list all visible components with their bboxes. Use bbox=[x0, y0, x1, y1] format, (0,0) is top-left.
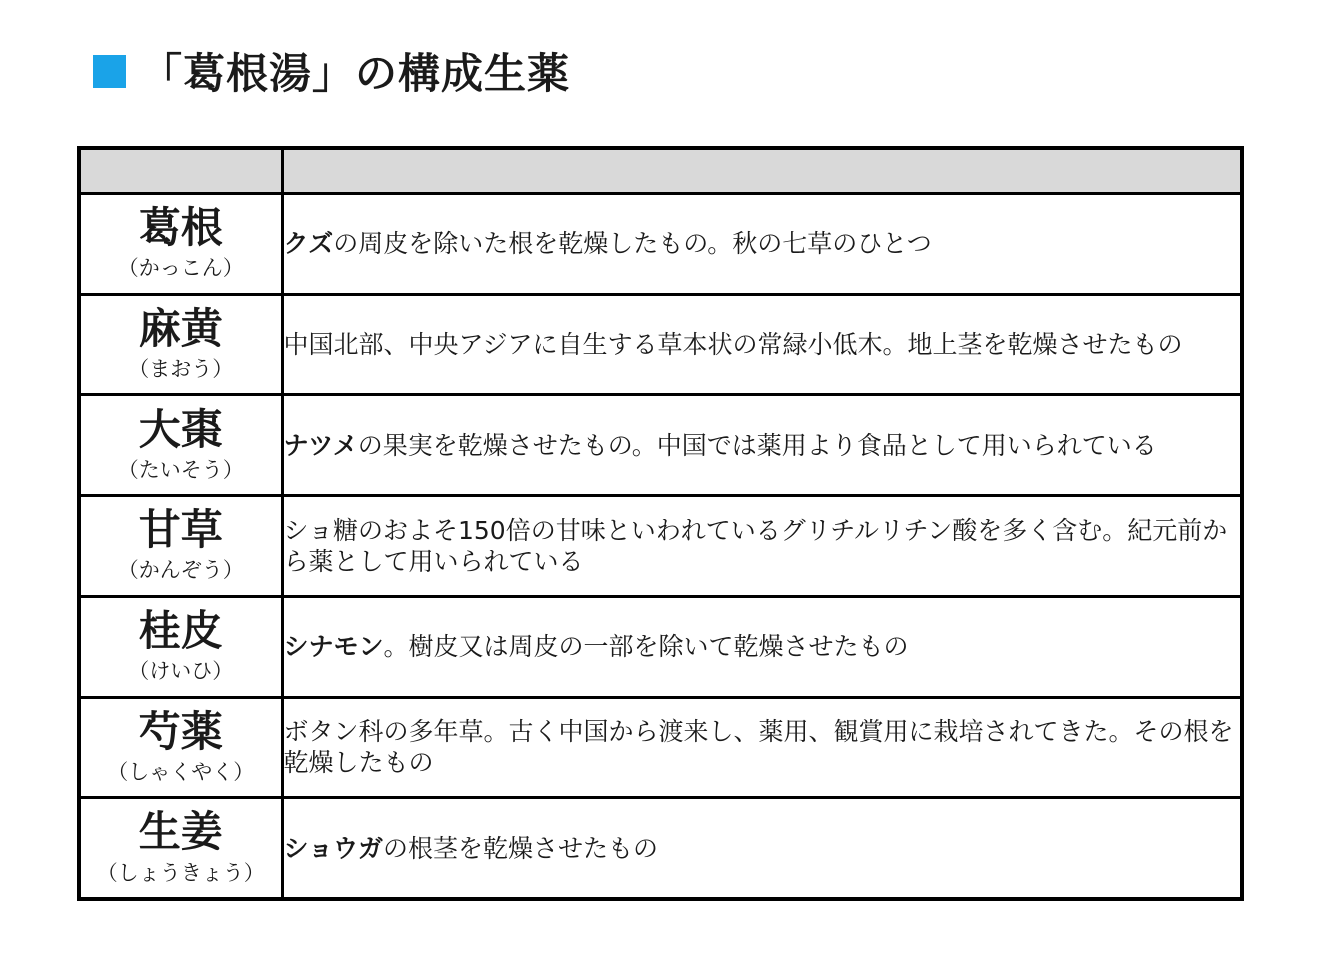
herb-name-cell bbox=[79, 697, 282, 798]
herb-name-cell bbox=[79, 194, 282, 295]
herb-reading: （たいそう） bbox=[117, 457, 244, 482]
herb-name: 桂皮 bbox=[138, 605, 223, 655]
title-square-icon bbox=[93, 55, 126, 88]
page-title: 「葛根湯」の構成生薬 bbox=[140, 49, 571, 98]
herb-description-lead: ナツメ bbox=[283, 430, 358, 460]
herb-description-text: の果実を乾燥させたもの。中国では薬用より食品として用いられている bbox=[357, 430, 1157, 460]
herb-reading: （かんぞう） bbox=[117, 558, 244, 583]
herb-description bbox=[282, 697, 1242, 798]
herb-description-text: 。樹皮又は周皮の一部を除いて乾燥させたもの bbox=[383, 632, 909, 662]
herb-reading: （しゃくやく） bbox=[107, 759, 255, 784]
herb-description bbox=[282, 496, 1242, 597]
herb-description-lead: シナモン bbox=[283, 632, 384, 662]
page-title-bar bbox=[93, 44, 570, 98]
herb-description bbox=[282, 596, 1242, 697]
herb-name: 芍薬 bbox=[138, 706, 223, 756]
herb-name: 葛根 bbox=[138, 203, 223, 253]
herb-description-lead: ショウガ bbox=[283, 833, 384, 863]
table-header-name bbox=[79, 148, 282, 194]
herb-description-lead: クズ bbox=[283, 229, 334, 259]
herb-description-text: の根茎を乾燥させたもの bbox=[383, 833, 659, 863]
table-header-row bbox=[79, 148, 1242, 194]
herb-name: 生姜 bbox=[138, 807, 223, 857]
herb-table bbox=[77, 146, 1244, 901]
table-row bbox=[79, 697, 1242, 798]
herb-description bbox=[282, 194, 1242, 295]
herb-name-cell bbox=[79, 496, 282, 597]
herb-name-cell bbox=[79, 395, 282, 496]
herb-reading: （かっこん） bbox=[117, 256, 244, 281]
herb-name-cell bbox=[79, 798, 282, 899]
table-row bbox=[79, 294, 1242, 395]
herb-name-cell bbox=[79, 294, 282, 395]
herb-name: 甘草 bbox=[138, 505, 223, 555]
herb-reading: （まおう） bbox=[128, 357, 234, 381]
table-row bbox=[79, 798, 1242, 899]
table-row bbox=[79, 395, 1242, 496]
herb-name: 大棗 bbox=[138, 404, 223, 454]
table-row bbox=[79, 496, 1242, 597]
herb-name-cell bbox=[79, 596, 282, 697]
herb-description-text: ボタン科の多年草。古く中国から渡来し、薬用、観賞用に栽培されてきた。その根を乾燥したもの bbox=[283, 717, 1234, 778]
herb-description bbox=[282, 395, 1242, 496]
herb-description-text: 中国北部、中央アジアに自生する草本状の常緑小低木。地上茎を乾燥させたもの bbox=[283, 330, 1183, 360]
herb-description bbox=[282, 798, 1242, 899]
table-row bbox=[79, 596, 1242, 697]
table-header-description bbox=[282, 148, 1242, 194]
table-row bbox=[79, 194, 1242, 295]
herb-name: 麻黄 bbox=[138, 303, 223, 353]
herb-description-text: ショ糖のおよそ150倍の甘味といわれているグリチルリチン酸を多く含む。紀元前から薬として用いられている bbox=[283, 515, 1228, 576]
herb-reading: （けいひ） bbox=[128, 659, 234, 684]
herb-description-text: の周皮を除いた根を乾燥したもの。秋の七草のひとつ bbox=[333, 229, 932, 259]
herb-description bbox=[282, 294, 1242, 395]
herb-reading: （しょうきょう） bbox=[96, 860, 265, 885]
